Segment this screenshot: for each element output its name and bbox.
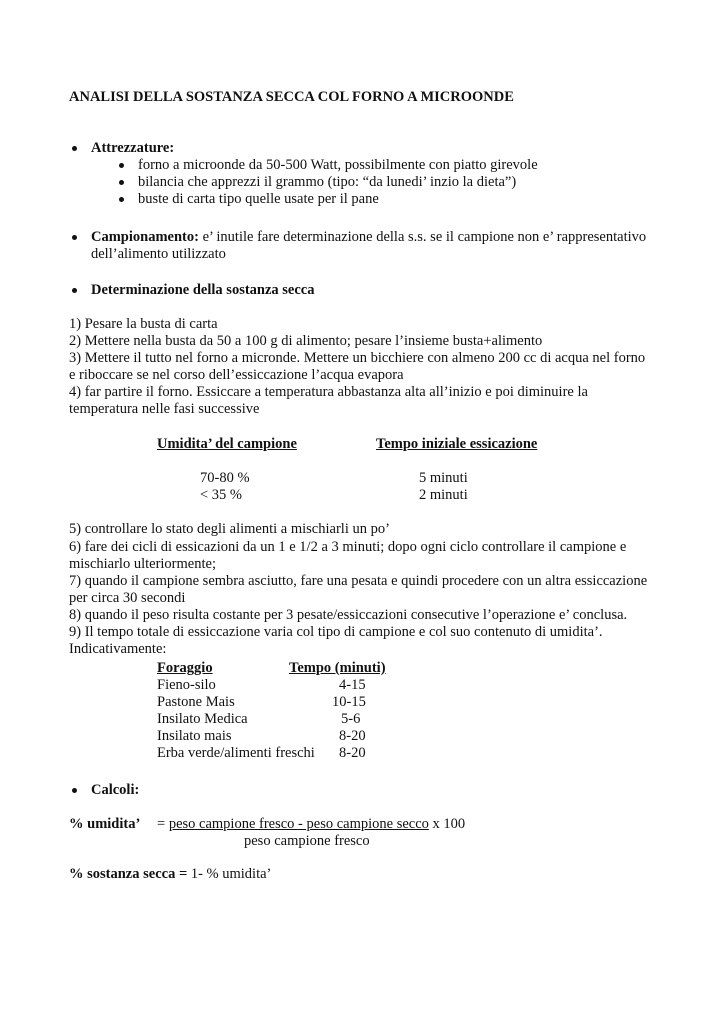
bullet-icon <box>119 163 124 168</box>
bullet-icon <box>72 788 77 793</box>
procedure-line: mischiarlo ulteriormente; <box>69 556 216 572</box>
bullet-icon <box>72 288 77 293</box>
table-cell-foraggio: Erba verde/alimenti freschi <box>157 745 315 761</box>
determinazione-heading: Determinazione della sostanza secca <box>91 282 315 298</box>
attrezzature-heading: Attrezzature: <box>91 140 175 156</box>
procedure-line: e riboccare se nel corso dell’essiccazione l’acqua evapora <box>69 367 404 383</box>
table-cell-tempo: 5 minuti <box>419 470 468 486</box>
formula-denominator: peso campione fresco <box>244 833 370 849</box>
list-item: forno a microonde da 50-500 Watt, possibilmente con piatto girevole <box>138 157 538 173</box>
table-cell-tempo: 8-20 <box>339 745 366 761</box>
formula-multiplier: x 100 <box>428 816 466 832</box>
table-cell-foraggio: Insilato mais <box>157 728 232 744</box>
umidita-column-header: Umidita’ del campione <box>157 436 297 452</box>
procedure-line: temperatura nelle fasi successive <box>69 401 260 417</box>
table-cell-foraggio: Pastone Mais <box>157 694 235 710</box>
table-cell-umidita: 70-80 % <box>200 470 250 486</box>
calcoli-heading: Calcoli: <box>91 782 140 798</box>
campionamento-text: e’ inutile fare determinazione della s.s. se il campione non e’ rappresentativo <box>198 229 647 245</box>
table-cell-foraggio: Fieno-silo <box>157 677 216 693</box>
procedure-line: 3) Mettere il tutto nel forno a micronde. Mettere un bicchiere con almeno 200 cc di acqua nel forno <box>69 350 646 366</box>
table-cell-tempo: 10-15 <box>332 694 366 710</box>
procedure-line: 1) Pesare la busta di carta <box>69 316 218 332</box>
procedure-line: Indicativamente: <box>69 641 167 657</box>
table-cell-tempo: 2 minuti <box>419 487 468 503</box>
bullet-icon <box>119 180 124 185</box>
tempo-minuti-column-header: Tempo (minuti) <box>289 660 386 676</box>
table-cell-foraggio: Insilato Medica <box>157 711 248 727</box>
procedure-line: 9) Il tempo totale di essiccazione varia col tipo di campione e col suo contenuto di umidita’. <box>69 624 603 640</box>
formula-numerator: peso campione fresco - peso campione secco <box>168 816 429 832</box>
page-title: ANALISI DELLA SOSTANZA SECCA COL FORNO A MICROONDE <box>69 89 514 105</box>
equals-sign: = <box>157 816 166 832</box>
procedure-line: 4) far partire il forno. Essiccare a temperatura abbastanza alta all’inizio e poi diminuire la <box>69 384 588 400</box>
procedure-line: 5) controllare lo stato degli alimenti a mischiarli un po’ <box>69 521 390 537</box>
bullet-icon <box>72 146 77 151</box>
bullet-icon <box>72 235 77 240</box>
table-cell-umidita: < 35 % <box>200 487 243 503</box>
sostanza-secca-label: % sostanza secca = <box>69 866 188 882</box>
list-item: buste di carta tipo quelle usate per il pane <box>138 191 379 207</box>
campionamento-paragraph <box>91 229 646 246</box>
sostanza-secca-expression: 1- % umidita’ <box>187 866 272 882</box>
procedure-line: 8) quando il peso risulta costante per 3 pesate/essiccazioni consecutive l’operazione e’ conclusa. <box>69 607 628 623</box>
campionamento-text-continued: dell’alimento utilizzato <box>91 246 226 262</box>
tempo-column-header: Tempo iniziale essicazione <box>376 436 538 452</box>
table-cell-tempo: 5-6 <box>341 711 361 727</box>
bullet-icon <box>119 197 124 202</box>
table-cell-tempo: 8-20 <box>339 728 366 744</box>
umidita-formula-label: % umidita’ <box>69 816 141 832</box>
table-cell-tempo: 4-15 <box>339 677 366 693</box>
sostanza-secca-formula <box>69 866 271 883</box>
foraggio-column-header: Foraggio <box>157 660 213 676</box>
procedure-line: per circa 30 secondi <box>69 590 186 606</box>
umidita-formula <box>157 816 465 833</box>
campionamento-heading: Campionamento: <box>91 229 199 245</box>
list-item: bilancia che apprezzi il grammo (tipo: “da lunedi’ inzio la dieta”) <box>138 174 517 190</box>
procedure-line: 7) quando il campione sembra asciutto, fare una pesata e quindi procedere con un altra essiccazione <box>69 573 648 589</box>
procedure-line: 6) fare dei cicli di essicazioni da un 1 e 1/2 a 3 minuti; dopo ogni ciclo controllare il campione e <box>69 539 627 555</box>
procedure-line: 2) Mettere nella busta da 50 a 100 g di alimento; pesare l’insieme busta+alimento <box>69 333 543 349</box>
